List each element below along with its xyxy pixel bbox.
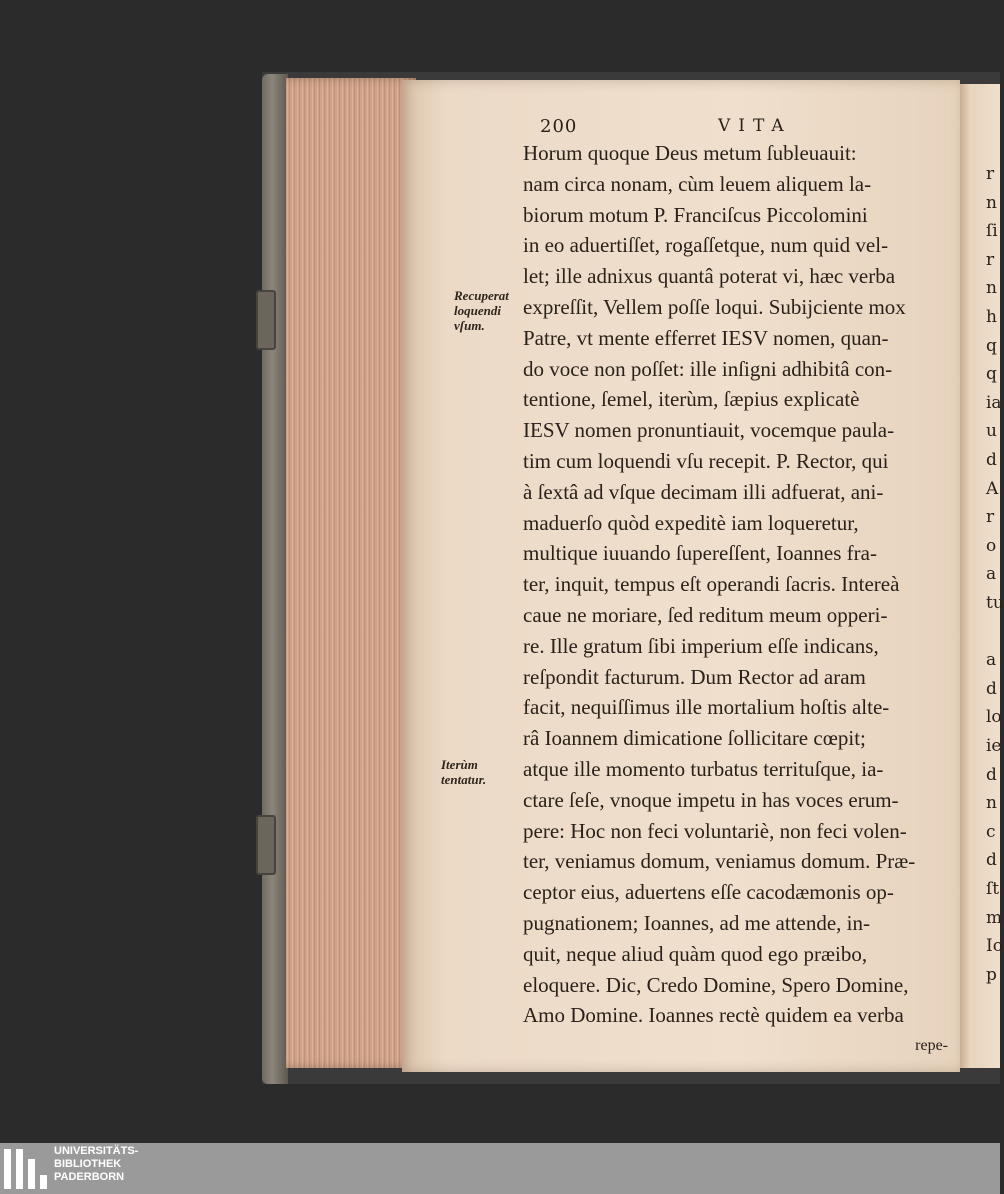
text-line: expreſſit, Vellem poſſe loqui. Subijciente mox xyxy=(523,294,906,319)
page-number: 200 xyxy=(540,116,578,137)
text-line: tentione, ſemel, iterùm, ſæpius explicatè xyxy=(523,387,860,412)
facing-page-letter: c xyxy=(986,821,996,842)
library-name-line: UNIVERSITÄTS- xyxy=(54,1145,139,1157)
facing-page-letter: r xyxy=(986,507,995,528)
text-line: Patre, vt mente efferret IESV nomen, quan- xyxy=(523,325,889,350)
text-line: Horum quoque Deus metum ſubleuauit: xyxy=(523,141,857,165)
text-line: multique iuuando ſupereſſent, Ioannes fra- xyxy=(523,541,877,566)
facing-page-fragment xyxy=(960,84,1004,1068)
library-name-line: BIBLIOTHEK xyxy=(54,1158,122,1170)
page-header xyxy=(540,116,960,140)
facing-page-letter: n xyxy=(986,278,997,299)
text-line: facit, nequiſſimus ille mortalium hoſtis alte- xyxy=(523,695,890,720)
text-line: let; ille adnixus quantâ poterat vi, hæc verba xyxy=(523,264,896,289)
facing-page-letter: n xyxy=(986,793,997,814)
text-line: ctare ſeſe, vnoque impetu in has voces erum- xyxy=(523,787,899,812)
book-cover-edge xyxy=(262,74,288,1084)
body-text xyxy=(523,138,948,1062)
text-line: reſpondit facturum. Dum Rector ad aram xyxy=(523,664,866,689)
text-line: maduerſo quòd expeditè iam loqueretur, xyxy=(523,510,859,535)
facing-page-letter: h xyxy=(986,307,997,327)
facing-page-letter: d xyxy=(986,678,997,699)
facing-page-letter: Io xyxy=(986,936,1003,957)
library-name xyxy=(54,1145,138,1184)
facing-page-letter: tu xyxy=(986,593,1004,613)
text-line: biorum motum P. Franciſcus Piccolomini xyxy=(523,202,868,227)
facing-page-letter: p xyxy=(986,964,997,985)
facing-page-letter: o xyxy=(986,535,997,556)
library-logo-icon xyxy=(4,1149,48,1189)
text-line: ter, veniamus domum, veniamus domum. Præ- xyxy=(523,849,916,874)
marginal-note xyxy=(441,757,486,787)
facing-page-letter: d xyxy=(986,764,997,785)
page-stack-edge xyxy=(286,78,416,1068)
facing-page-letter: a xyxy=(986,650,997,671)
text-line: re. Ille gratum ſibi imperium eſſe indicans, xyxy=(523,633,879,658)
marginal-note-line: loquendi xyxy=(454,303,501,318)
marginal-note-line: vſum. xyxy=(454,318,485,333)
facing-page-letter: q xyxy=(986,335,997,356)
marginal-note-line: tentatur. xyxy=(441,772,487,787)
text-line: à ſextâ ad vſque decimam illi adfuerat, ani- xyxy=(523,479,884,504)
text-line: do voce non poſſet: ille inſigni adhibitâ con- xyxy=(523,356,893,381)
facing-page-letter: lo xyxy=(986,707,1002,728)
text-line: quit, neque aliud quàm quod ego præibo, xyxy=(523,941,868,966)
facing-page-letter: m xyxy=(986,907,1003,928)
text-line: IESV nomen pronuntiauit, vocemque paula- xyxy=(523,418,895,443)
clasp-icon xyxy=(256,815,276,875)
facing-page-letter: a xyxy=(986,564,997,585)
text-line: eloquere. Dic, Credo Domine, Spero Domine, xyxy=(523,972,909,997)
text-line: pere: Hoc non feci voluntariè, non feci volen- xyxy=(523,818,907,843)
text-line: ceptor eius, aduertens eſſe cacodæmonis op- xyxy=(523,880,894,905)
facing-page-letter: ia xyxy=(986,392,1002,413)
footer-bar xyxy=(0,1143,1000,1194)
text-line: atque ille momento turbatus territuſque, ia- xyxy=(523,756,884,781)
marginal-note-line: Iterùm xyxy=(441,757,478,772)
marginal-note-line: Recuperat xyxy=(454,288,509,303)
facing-page-letter: r xyxy=(986,164,995,184)
facing-page-letter: ſi xyxy=(986,221,998,242)
text-line: Amo Domine. Ioannes rectè quidem ea verba xyxy=(523,1003,904,1028)
running-title: VITA xyxy=(718,116,792,136)
facing-page-letter: u xyxy=(986,421,997,442)
catchword: repe- xyxy=(915,1037,948,1055)
facing-page-letter: ſt xyxy=(986,879,1000,899)
facing-page-letter: d xyxy=(986,850,997,871)
text-line: tim cum loquendi vſu recepit. P. Rector, qui xyxy=(523,448,889,473)
text-line: râ Ioannem dimicatione ſollicitare cœpit; xyxy=(523,726,866,751)
clasp-icon xyxy=(256,290,276,350)
text-line: caue ne moriare, ſed reditum meum opperi- xyxy=(523,602,888,627)
facing-page-letter: A xyxy=(986,478,999,499)
facing-page-letter: ie xyxy=(986,736,1002,756)
facing-page-letter: r xyxy=(986,249,995,270)
facing-page-letter: n xyxy=(986,192,997,213)
text-line: nam circa nonam, cùm leuem aliquem la- xyxy=(523,171,872,196)
text-line: ter, inquit, tempus eſt operandi ſacris. Intereà xyxy=(523,572,900,597)
library-name-line: PADERBORN xyxy=(54,1171,125,1183)
facing-page-letter: d xyxy=(986,450,997,470)
text-line: in eo aduertiſſet, rogaſſetque, num quid vel- xyxy=(523,233,889,258)
text-line: pugnationem; Ioannes, ad me attende, in- xyxy=(523,910,870,935)
marginal-note xyxy=(454,288,509,333)
facing-page-letter: q xyxy=(986,364,997,385)
